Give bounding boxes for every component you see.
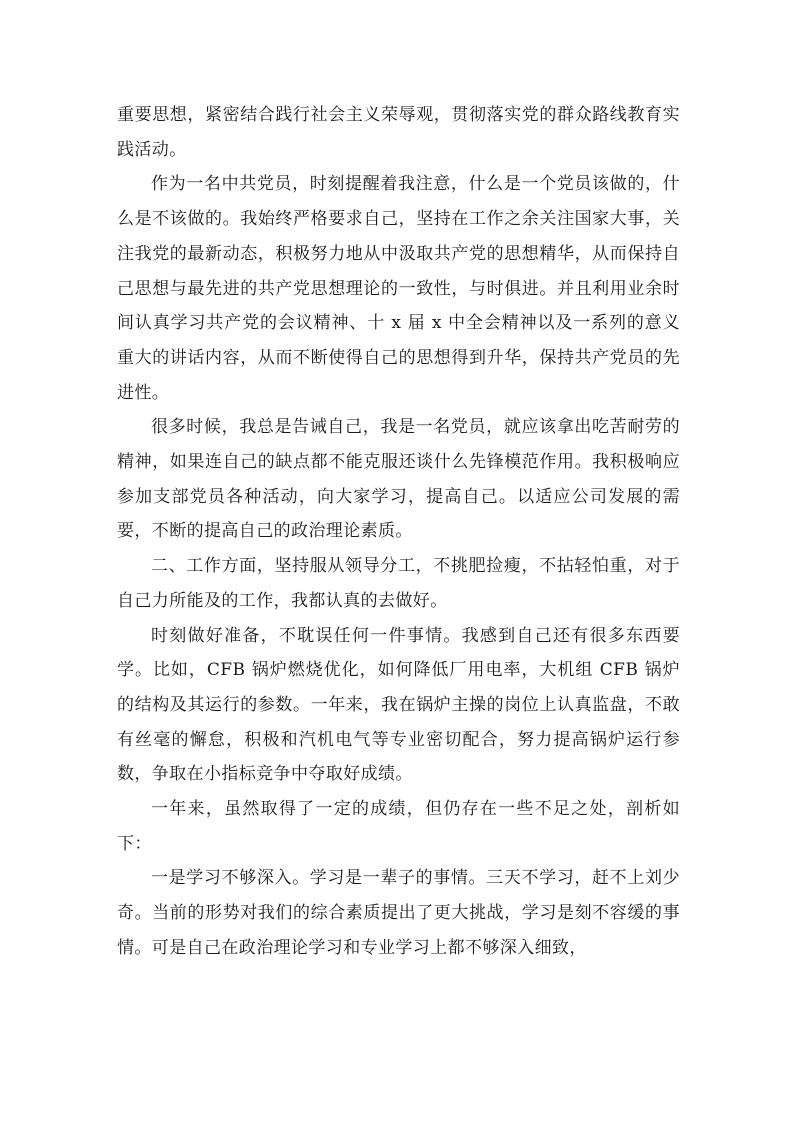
paragraph-shortcomings-intro: 一年来，虽然取得了一定的成绩，但仍存在一些不足之处，剖析如下： [117,799,680,854]
paragraph-shortcoming-study: 一是学习不够深入。学习是一辈子的事情。三天不学习，赶不上刘少奇。当前的形势对我们的综合素质提出了更大挑战，学习是刻不容缓的事情。可是自己在政治理论学习和专业学习上都不够深入细致， [117,868,680,958]
paragraph-work-detail: 时刻做好准备，不耽误任何一件事情。我感到自己还有很多东西要学。比如，CFB 锅炉燃烧优化，如何降低厂用电率，大机组 CFB 锅炉的结构及其运行的参数。一年来，我在锅炉主操的岗位上认真监盘，不敢有丝毫的懈怠，积极和汽机电气等专业密切配合，努力提高锅炉运行参数，争取在小指标竞争中夺取好成绩。 [117,625,680,785]
paragraph-work-heading: 二、工作方面，坚持服从领导分工，不挑肥捡瘦，不拈轻怕重，对于自己力所能及的工作，我都认真的去做好。 [117,556,680,611]
paragraph-self-discipline: 很多时候，我总是告诫自己，我是一名党员，就应该拿出吃苦耐劳的精神，如果连自己的缺点都不能克服还谈什么先锋模范作用。我积极响应参加支部党员各种活动，向大家学习，提高自己。以适应公司发展的需要，不断的提高自己的政治理论素质。 [117,417,680,542]
document-page [117,98,680,966]
paragraph-continuation: 重要思想，紧密结合践行社会主义荣辱观，贯彻落实党的群众路线教育实践活动。 [117,105,680,160]
paragraph-party-member: 作为一名中共党员，时刻提醒着我注意，什么是一个党员该做的，什么是不该做的。我始终严格要求自己，坚持在工作之余关注国家大事，关注我党的最新动态，积极努力地从中汲取共产党的思想精华，从而保持自己思想与最先进的共产党思想理论的一致性，与时俱进。并且利用业余时间认真学习共产党的会议精神、十 x 届 x 中全会精神以及一系列的意义重大的讲话内容，从而不断使得自己的思想得到升华，保持共产党员的先进性。 [117,174,680,403]
